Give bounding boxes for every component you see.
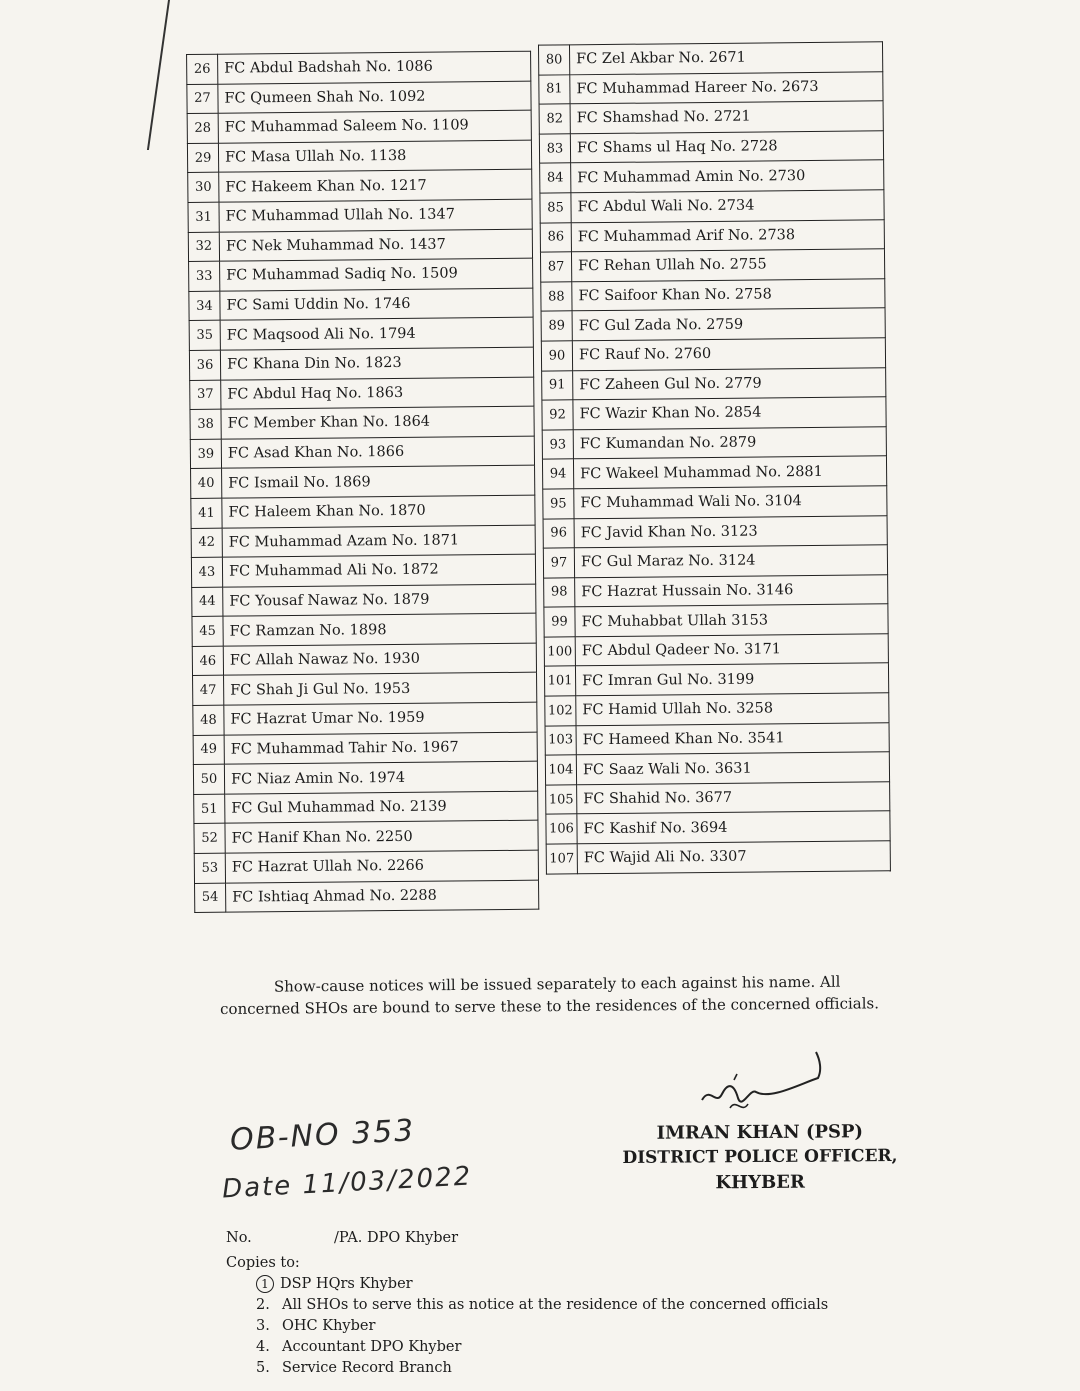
serial-number: 47 [193,676,224,706]
official-name: FC Rehan Ullah No. 2755 [571,249,884,282]
official-name: FC Muhammad Azam No. 1871 [222,525,535,558]
signatory-name: IMRAN KHAN (PSP) [656,1121,864,1144]
official-name: FC Shams ul Haq No. 2728 [570,131,883,164]
official-name: FC Yousaf Nawaz No. 1879 [223,584,536,617]
serial-number: 99 [544,607,575,637]
official-name: FC Shamshad No. 2721 [570,101,883,134]
official-name: FC Abdul Wali No. 2734 [571,190,884,223]
official-name: FC Javid Khan No. 3123 [574,515,887,548]
serial-number: 86 [540,222,571,252]
list-item [256,1295,828,1316]
official-name: FC Muhammad Ullah No. 1347 [219,199,532,232]
serial-number: 30 [188,173,219,203]
official-name: FC Ramzan No. 1898 [223,613,536,646]
official-name: FC Member Khan No. 1864 [221,406,534,439]
table-row [187,110,531,143]
serial-number: 106 [546,814,577,844]
table-row [543,486,887,519]
serial-number: 87 [540,252,571,282]
serial-number: 51 [194,794,225,824]
list-item [256,1316,828,1337]
table-row [189,318,533,351]
table-row [194,791,538,824]
serial-number: 52 [194,824,225,854]
official-name: FC Maqsood Ali No. 1794 [220,318,533,351]
table-row [195,880,539,913]
table-row [544,574,888,607]
serial-number: 101 [544,666,575,696]
signatory-district: KHYBER [715,1171,805,1194]
official-name: FC Ismail No. 1869 [222,465,535,498]
official-name: FC Hamid Ullah No. 3258 [576,693,889,726]
table-row [187,51,531,84]
serial-number: 27 [187,84,218,114]
serial-number: 100 [544,637,575,667]
serial-number: 50 [193,764,224,794]
table-row [544,604,888,637]
table-row [189,288,533,321]
official-name: FC Muhammad Amin No. 2730 [571,160,884,193]
reference-office: /PA. DPO Khyber [334,1230,459,1246]
serial-number: 102 [545,696,576,726]
table-row [187,81,531,114]
official-name: FC Gul Maraz No. 3124 [574,545,887,578]
official-name: FC Muhabbat Ullah 3153 [575,604,888,637]
table-row [190,377,534,410]
official-name: FC Kumandan No. 2879 [573,427,886,460]
official-name: FC Zel Akbar No. 2671 [569,42,882,75]
official-name: FC Abdul Qadeer No. 3171 [575,634,888,667]
reference-line [226,1230,459,1246]
official-name: FC Muhammad Arif No. 2738 [571,219,884,252]
serial-number: 90 [541,341,572,371]
serial-number: 42 [191,528,222,558]
margin-line [147,0,170,150]
serial-number: 89 [541,311,572,341]
copy-number: 5. [256,1360,270,1376]
official-name: FC Muhammad Ali No. 1872 [222,554,535,587]
copy-recipient: Service Record Branch [282,1360,452,1376]
table-row [545,693,889,726]
copies-label: Copies to: [226,1255,300,1271]
table-row [544,663,888,696]
serial-number: 28 [187,113,218,143]
serial-number: 104 [545,755,576,785]
official-name: FC Muhammad Tahir No. 1967 [224,732,537,765]
table-row [193,702,537,735]
handwritten-date: Date 11/03/2022 [221,1161,473,1205]
official-name: FC Wakeel Muhammad No. 2881 [573,456,886,489]
table-row [544,634,888,667]
serial-number: 38 [190,409,221,439]
serial-number: 34 [189,291,220,321]
official-name: FC Hazrat Ullah No. 2266 [225,850,538,883]
table-row [538,42,882,75]
table-row [187,140,531,173]
official-name: FC Hameed Khan No. 3541 [576,722,889,755]
table-row [540,160,884,193]
table-row [541,279,885,312]
right-roster-table [538,41,891,874]
left-roster-table [186,51,539,913]
signature-scribble [690,1048,830,1118]
official-name: FC Sami Uddin No. 1746 [220,288,533,321]
table-row [541,308,885,341]
official-name: FC Muhammad Sadiq No. 1509 [220,258,533,291]
table-row [193,673,537,706]
serial-number: 82 [539,104,570,134]
table-row [191,554,535,587]
table-row [189,258,533,291]
serial-number: 45 [192,616,223,646]
list-item [256,1337,828,1358]
official-name: FC Saifoor Khan No. 2758 [572,279,885,312]
official-name: FC Gul Muhammad No. 2139 [225,791,538,824]
serial-number: 32 [188,232,219,262]
serial-number: 36 [189,350,220,380]
serial-number: 88 [541,282,572,312]
table-row [191,525,535,558]
copy-recipient: All SHOs to serve this as notice at the residence of the concerned officials [282,1297,829,1313]
official-name: FC Rauf No. 2760 [572,338,885,371]
table-row [190,406,534,439]
table-row [192,613,536,646]
copies-list [226,1274,828,1379]
serial-number: 39 [190,439,221,469]
serial-number: 93 [542,430,573,460]
serial-number: 35 [189,321,220,351]
table-row [540,249,884,282]
serial-number: 29 [187,143,218,173]
official-name: FC Asad Khan No. 1866 [221,436,534,469]
official-name: FC Zaheen Gul No. 2779 [573,367,886,400]
table-row [540,219,884,252]
copy-recipient: DSP HQrs Khyber [280,1276,413,1292]
table-row [545,752,889,785]
serial-number: 94 [542,459,573,489]
official-name: FC Haleem Khan No. 1870 [222,495,535,528]
official-name: FC Masa Ullah No. 1138 [218,140,531,173]
handwritten-ob-number: OB-NO 353 [229,1113,417,1158]
serial-number: 46 [192,646,223,676]
table-row [192,643,536,676]
serial-number: 98 [544,577,575,607]
table-row [546,782,890,815]
serial-number: 92 [542,400,573,430]
serial-number: 80 [538,45,569,75]
official-name: FC Muhammad Wali No. 3104 [574,486,887,519]
serial-number: 107 [546,844,577,874]
copy-number: 2. [256,1297,270,1313]
table-row [192,584,536,617]
roster-tables [186,41,955,953]
table-row [546,841,890,874]
table-row [542,367,886,400]
serial-number: 85 [540,193,571,223]
table-row [188,170,532,203]
table-row [539,101,883,134]
serial-number: 31 [188,202,219,232]
table-row [545,722,889,755]
signatory-block [600,1119,921,1196]
official-name: FC Qumeen Shah No. 1092 [218,81,531,114]
table-row [542,456,886,489]
table-row [191,495,535,528]
signatory-designation: DISTRICT POLICE OFFICER, [622,1146,898,1168]
serial-number: 96 [543,518,574,548]
copy-number: 4. [256,1339,270,1355]
serial-number: 105 [546,785,577,815]
official-name: FC Abdul Badshah No. 1086 [218,51,531,84]
serial-number: 91 [542,370,573,400]
list-item [256,1358,828,1379]
official-name: FC Saaz Wali No. 3631 [576,752,889,785]
table-row [540,190,884,223]
official-name: FC Hanif Khan No. 2250 [225,821,538,854]
table-row [194,850,538,883]
official-name: FC Muhammad Hareer No. 2673 [570,71,883,104]
table-row [189,347,533,380]
official-name: FC Allah Nawaz No. 1930 [223,643,536,676]
table-row [543,545,887,578]
official-name: FC Imran Gul No. 3199 [575,663,888,696]
serial-number: 54 [195,883,226,913]
serial-number: 37 [190,380,221,410]
serial-number: 33 [189,261,220,291]
official-name: FC Gul Zada No. 2759 [572,308,885,341]
official-name: FC Niaz Amin No. 1974 [224,761,537,794]
table-row [539,131,883,164]
official-name: FC Shah Ji Gul No. 1953 [224,673,537,706]
reference-no-label: No. [226,1230,252,1246]
table-row [190,436,534,469]
serial-number: 26 [187,54,218,84]
copy-recipient: Accountant DPO Khyber [282,1339,462,1355]
official-name: FC Kashif No. 3694 [577,811,890,844]
table-row [542,397,886,430]
official-name: FC Wazir Khan No. 2854 [573,397,886,430]
serial-number: 41 [191,498,222,528]
official-name: FC Shahid No. 3677 [577,782,890,815]
official-name: FC Khana Din No. 1823 [220,347,533,380]
table-row [194,821,538,854]
serial-number: 81 [539,74,570,104]
table-row [188,229,532,262]
serial-number: 83 [539,134,570,164]
official-name: FC Hakeem Khan No. 1217 [219,170,532,203]
list-item [256,1274,828,1295]
official-name: FC Hazrat Umar No. 1959 [224,702,537,735]
show-cause-note: Show-cause notices will be issued separately to each against his name. All concerned SHOs are bound to serve these to the residences of the concerned officials. [220,972,880,1019]
official-name: FC Ishtiaq Ahmad No. 2288 [226,880,539,913]
serial-number: 53 [194,853,225,883]
serial-number: 97 [543,548,574,578]
table-row [543,515,887,548]
serial-number: 84 [540,163,571,193]
official-name: FC Abdul Haq No. 1863 [221,377,534,410]
table-row [191,465,535,498]
official-name: FC Nek Muhammad No. 1437 [219,229,532,262]
serial-number: 44 [192,587,223,617]
official-name: FC Hazrat Hussain No. 3146 [575,574,888,607]
serial-number: 95 [543,489,574,519]
table-row [193,732,537,765]
copy-recipient: OHC Khyber [282,1318,376,1334]
table-row [193,761,537,794]
table-row [542,427,886,460]
serial-number: 103 [545,725,576,755]
table-row [546,811,890,844]
copy-number: 3. [256,1318,270,1334]
serial-number: 48 [193,705,224,735]
official-name: FC Muhammad Saleem No. 1109 [218,110,531,143]
copies-block [226,1253,828,1379]
serial-number: 43 [191,557,222,587]
copy-number: 1 [256,1275,274,1293]
serial-number: 40 [191,468,222,498]
table-row [539,71,883,104]
table-row [541,338,885,371]
official-name: FC Wajid Ali No. 3307 [577,841,890,874]
table-row [188,199,532,232]
serial-number: 49 [193,735,224,765]
